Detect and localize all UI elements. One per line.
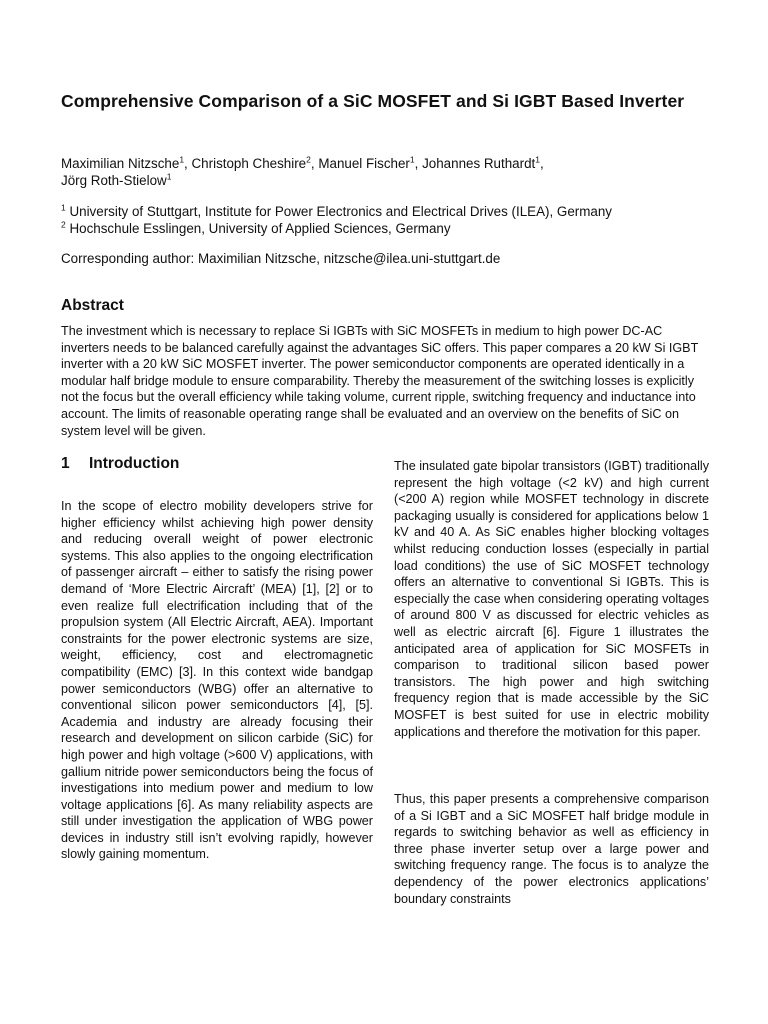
abstract-heading: Abstract	[61, 297, 124, 314]
section-number: 1	[61, 455, 70, 472]
section-heading-introduction	[61, 455, 179, 473]
author: Jörg Roth-Stielow$^1$	[61, 171, 172, 188]
author: Johannes Ruthardt$^1$,	[422, 154, 544, 171]
corresponding-author: Corresponding author: Maximilian Nitzsche, nitzsche@ilea.uni-stuttgart.de	[61, 251, 501, 266]
paper-title: Comprehensive Comparison of a SiC MOSFET and Si IGBT Based Inverter	[61, 91, 685, 111]
intro-paragraph-left: In the scope of electro mobility developers strive for higher efficiency whilst achieving high power density and reducing overall weight of power electronic systems. This also applies to the ongoing electrification of passenger aircraft – either to satisfy the rising power demand of ‘More Electric Aircraft’ (MEA) [1], [2] or to even realize full electrification including that of the propulsion system (All Electric Aircraft, AEA). Important constraints for the power electronic systems are size, weight, efficiency, cost and electromagnetic compatibility (EMC) [3]. In this context wide bandgap power semiconductors (WBG) offer an alternative to conventional silicon power semiconductors [4], [5]. Academia and industry are already focusing their research and development on silicon carbide (SiC) for high power and high voltage (>600 V) applications, with gallium nitride power semiconductors being the focus of investigations into medium power and medium to low voltage applications [6]. As many reliability aspects are still under investigation the application of WBG power devices in industry still isn’t evolving rapidly, however slowly gaining momentum.	[61, 499, 373, 862]
section-title: Introduction	[89, 455, 180, 472]
author: Manuel Fischer$^1$,	[318, 154, 419, 171]
affiliation-list	[61, 203, 709, 237]
author-list	[61, 155, 681, 189]
intro-paragraph-right-2: Thus, this paper presents a comprehensive comparison of a Si IGBT and a SiC MOSFET half bridge module in regards to switching behavior as well as efficiency in three phase inverter setup over a large power and switching frequency range. The focus is to analyze the dependency of the power electronics applications’ boundary constraints	[394, 792, 709, 906]
intro-paragraph-right-1: The insulated gate bipolar transistors (IGBT) traditionally represent the high voltage (<2 kV) and high current (<200 A) region while MOSFET technology in discrete packaging usually is considered for applications below 1 kV and 40 A. As SiC enables higher blocking voltages whilst reducing conduction losses (especially in partial load conditions) the use of SiC MOSFET technology offers an alternative to conventional Si IGBTs. This is especially the case when considering operating voltages of around 800 V as discussed for electric vehicles as well as electric aircraft [6]. Figure 1 illustrates the anticipated area of application for SiC MOSFETs in comparison to traditional silicon based power transistors. The high power and high switching frequency region that is made accessible by the SiC MOSFET is best suited for use in electric mobility applications and therefore the motivation for this paper.	[394, 459, 709, 739]
affiliation: $^1$ University of Stuttgart, Institute for Power Electronics and Electrical Drives (ILEA), Germany	[61, 202, 612, 219]
abstract-text: The investment which is necessary to replace Si IGBTs with SiC MOSFETs in medium to high power DC-AC inverters needs to be balanced carefully against the advantages SiC offers. This paper compares a 20 kW Si IGBT inverter with a 20 kW SiC MOSFET inverter. The power semiconductor components are operated identically in a modular half bridge module to ensure comparability. Thereby the measurement of the switching losses is explicitly not the focus but the overall efficiency while taking volume, current ripple, switching frequency and inductance into account. The limits of reasonable operating range shall be evaluated and an overview on the benefits of SiC on system level will be given.	[61, 324, 699, 438]
affiliation: $^2$ Hochschule Esslingen, University of Applied Sciences, Germany	[61, 219, 451, 236]
author: Christoph Cheshire$^2$,	[191, 154, 315, 171]
author: Maximilian Nitzsche$^1$,	[61, 154, 188, 171]
